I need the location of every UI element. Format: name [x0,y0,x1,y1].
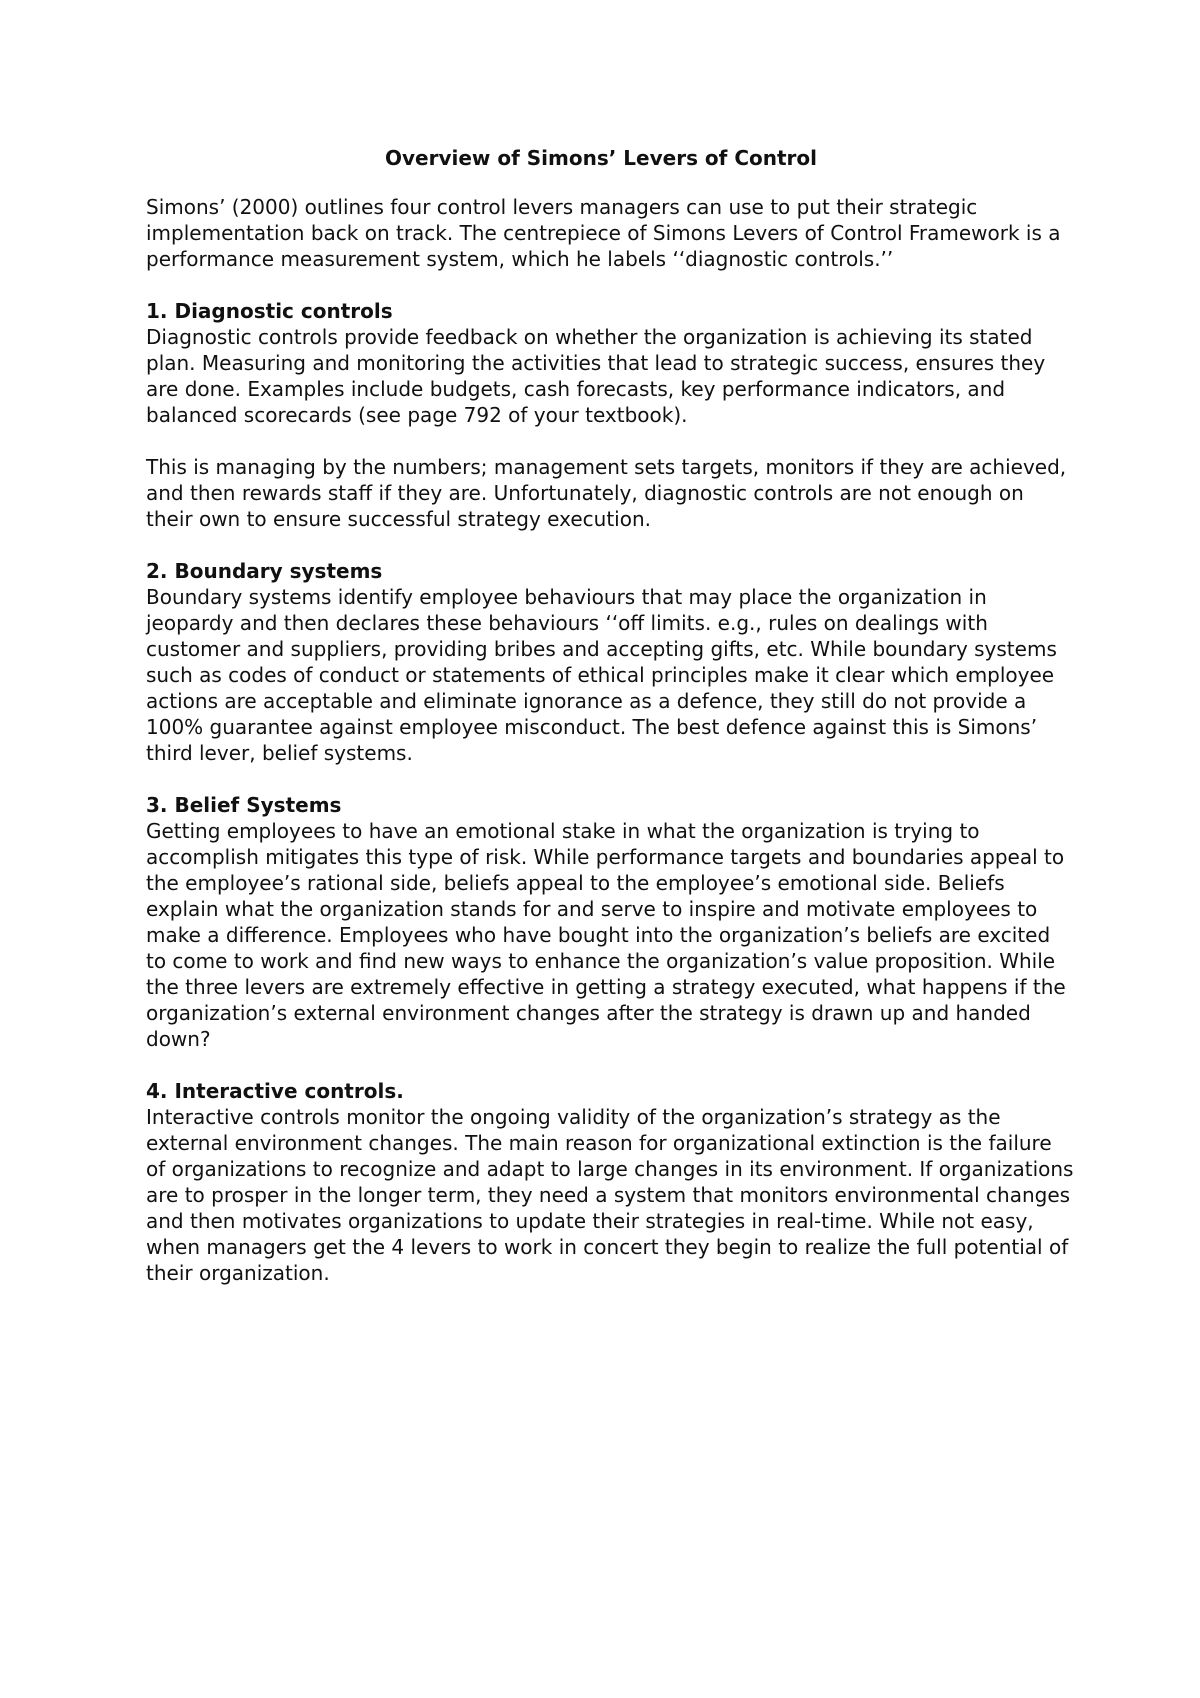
document-title: Overview of Simons’ Levers of Control [384,146,818,170]
section-heading-belief-systems: 3. Belief Systems [146,793,342,817]
section-heading-diagnostic-controls: 1. Diagnostic controls [146,299,393,323]
paragraph-spacer [146,532,1076,558]
section-heading-interactive-controls: 4. Interactive controls. [146,1079,404,1103]
paragraph-spacer [146,428,1076,454]
section-heading-boundary-systems: 2. Boundary systems [146,559,383,583]
diagnostic-controls-paragraph: This is managing by the numbers; management sets targets, monitors if they are achieved, and then rewards staff if they are. Unfortunately, diagnostic controls are not enough on their own to ensure successful strategy execution. [146,455,1067,531]
document-body [146,144,1076,1286]
interactive-controls-paragraph: Interactive controls monitor the ongoing validity of the organization’s strategy as the external environment changes. The main reason for organizational extinction is the failure of organizations to recognize and adapt to large changes in its environment. If organizations are to prosper in the longer term, they need a system that monitors environmental changes and then motivates organizations to update their strategies in real-time. While not easy, when managers get the 4 levers to work in concert they begin to realize the full potential of their organization. [146,1105,1074,1285]
paragraph-spacer [146,1052,1076,1078]
diagnostic-controls-paragraph: Diagnostic controls provide feedback on whether the organization is achieving its stated plan. Measuring and monitoring the activities that lead to strategic success, ensures they are done. Examples include budgets, cash forecasts, key performance indicators, and balanced scorecards (see page 792 of your textbook). [146,325,1046,427]
intro-paragraph: Simons’ (2000) outlines four control levers managers can use to put their strategic implementation back on track. The centrepiece of Simons Levers of Control Framework is a performance measurement system, which he labels ‘‘diagnostic controls.’’ [146,195,1061,271]
paragraph-spacer [146,766,1076,792]
paragraph-spacer [146,272,1076,298]
boundary-systems-paragraph: Boundary systems identify employee behaviours that may place the organization in jeopardy and then declares these behaviours ‘‘off limits. e.g., rules on dealings with customer and suppliers, providing bribes and accepting gifts, etc. While boundary systems such as codes of conduct or statements of ethical principles make it clear which employee actions are acceptable and eliminate ignorance as a defence, they still do not provide a 100% guarantee against employee misconduct. The best defence against this is Simons’ third lever, belief systems. [146,585,1057,765]
belief-systems-paragraph: Getting employees to have an emotional stake in what the organization is trying to accomplish mitigates this type of risk. While performance targets and boundaries appeal to the employee’s rational side, beliefs appeal to the employee’s emotional side. Beliefs explain what the organization stands for and serve to inspire and motivate employees to make a difference. Employees who have bought into the organization’s beliefs are excited to come to work and find new ways to enhance the organization’s value proposition. While the three levers are extremely effective in getting a strategy executed, what happens if the organization’s external environment changes after the strategy is drawn up and handed down? [146,819,1066,1051]
